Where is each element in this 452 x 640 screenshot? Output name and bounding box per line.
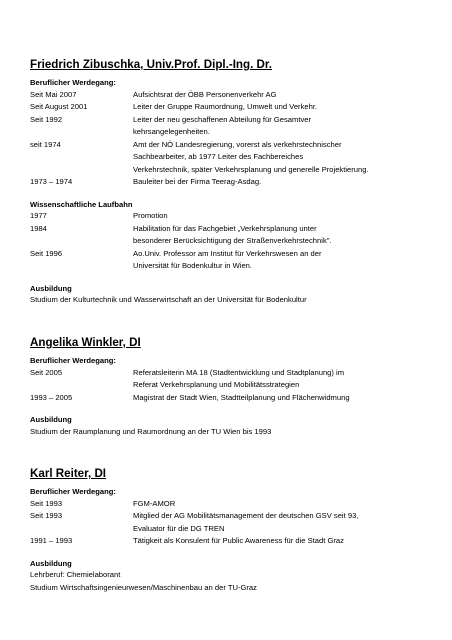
section-heading: Wissenschaftliche Laufbahn (30, 199, 133, 209)
entry-text: Lehrberuf: Chemielaborant (30, 570, 121, 579)
entry-text: Bauleiter bei der Firma Teerag-Asdag. (133, 177, 262, 186)
entry-text: Ao.Univ. Professor am Institut für Verkehrswesen an der (133, 248, 322, 258)
entry-text: Tätigkeit als Konsulent für Public Awareness für die Stadt Graz (133, 536, 344, 545)
entry-text: Referat Verkehrsplanung und Mobilitätsstrategien (133, 380, 300, 389)
section-heading: Ausbildung (30, 558, 72, 568)
entry-date: 1984 (30, 223, 47, 233)
entry-text: Verkehrstechnik, später Verkehrsplanung und generelle Projektierung. (133, 164, 369, 174)
entry-date: Seit August 2001 (30, 102, 88, 111)
entry-text: Habilitation für das Fachgebiet „Verkehrsplanung unter (133, 223, 317, 233)
entry-text: Promotion (133, 211, 168, 220)
person-name: Angelika Winkler, DI (30, 336, 141, 349)
entry-text: Studium der Kulturtechnik und Wasserwirtschaft an der Universität für Bodenkultur (30, 295, 307, 304)
entry-text: Sachbearbeiter, ab 1977 Leiter des Fachbereiches (133, 152, 304, 161)
entry-date: Seit 1993 (30, 498, 63, 508)
entry-date: Seit 1993 (30, 511, 63, 520)
entry-date: Seit 1996 (30, 248, 63, 258)
entry-date: Seit 2005 (30, 367, 63, 377)
entry-text: Referatsleiterin MA 18 (Stadtentwicklung und Stadtplanung) im (133, 367, 345, 377)
entry-text: Aufsichtsrat der ÖBB Personenverkehr AG (133, 89, 277, 99)
entry-text: besonderer Berücksichtigung der Straßenverkehrstechnik". (133, 236, 332, 245)
entry-text: Mitglied der AG Mobilitätsmanagement der deutschen GSV seit 93, (133, 511, 359, 520)
entry-text: FGM-AMOR (133, 498, 176, 508)
section-heading: Ausbildung (30, 283, 72, 293)
section-heading: Beruflicher Werdegang: (30, 356, 116, 365)
entry-date: Seit 1992 (30, 114, 63, 124)
entry-text: Amt der NÖ Landesregierung, vorerst als verkehrstechnischer (133, 139, 342, 149)
entry-text: Leiter der neu geschaffenen Abteilung für Gesamtver (133, 114, 312, 124)
entry-date: 1973 – 1974 (30, 177, 73, 186)
entry-date: Seit Mai 2007 (30, 89, 77, 99)
entry-date: 1991 – 1993 (30, 536, 73, 545)
section-heading: Beruflicher Werdegang: (30, 487, 116, 496)
person-name: Karl Reiter, DI (30, 467, 107, 480)
entry-text: Magistrat der Stadt Wien, Stadtteilplanung und Flächenwidmung (133, 392, 350, 402)
entry-text: Evaluator für die DG TREN (133, 523, 225, 533)
entry-date: 1993 – 2005 (30, 392, 73, 402)
entry-date: seit 1974 (30, 139, 61, 149)
entry-text: kehrsangelegenheiten. (133, 127, 210, 136)
entry-text: Leiter der Gruppe Raumordnung, Umwelt und Verkehr. (133, 102, 318, 111)
entry-text: Studium Wirtschaftsingenieurwesen/Maschinenbau an der TU-Graz (30, 582, 257, 592)
entry-text: Universität für Bodenkultur in Wien. (133, 261, 253, 270)
entry-text: Studium der Raumplanung und Raumordnung an der TU Wien bis 1993 (30, 426, 272, 436)
section-heading: Ausbildung (30, 415, 72, 424)
entry-date: 1977 (30, 211, 47, 220)
person-name: Friedrich Zibuschka, Univ.Prof. Dipl.-Ing. Dr. (30, 58, 272, 71)
section-heading: Beruflicher Werdegang: (30, 78, 116, 87)
